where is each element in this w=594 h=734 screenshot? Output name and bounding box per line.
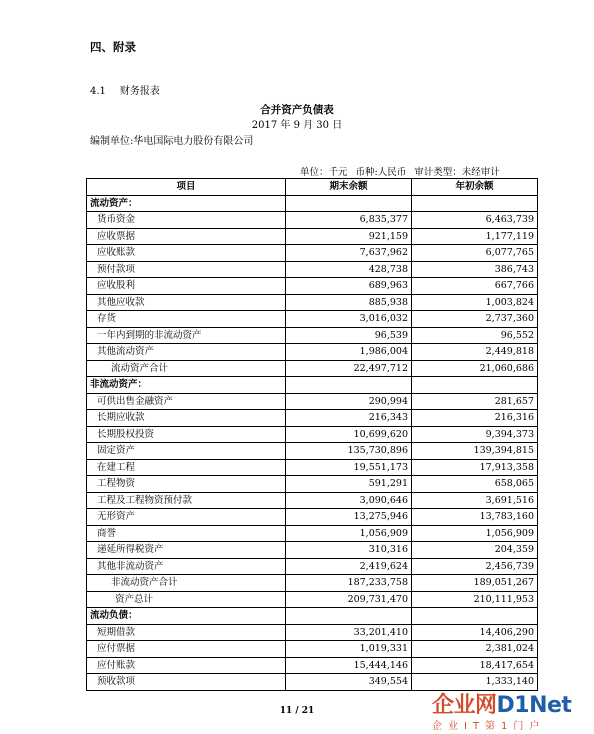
table-row [87,476,538,493]
table-row [87,294,538,311]
table-row [87,608,538,625]
row-item-label: 预收款项 [87,674,286,691]
report-meta [300,164,508,178]
row-begin-balance: 281,657 [412,393,538,410]
table-row [87,278,538,295]
header-end-balance: 期末余额 [286,179,412,196]
table-row [87,641,538,658]
row-end-balance: 96,539 [286,327,412,344]
row-begin-balance: 9,394,373 [412,426,538,443]
row-begin-balance: 386,743 [412,261,538,278]
row-end-balance: 13,275,946 [286,509,412,526]
row-item-label: 其他流动资产 [87,344,286,361]
row-end-balance: 187,233,758 [286,575,412,592]
page-number: 11 / 21 [279,706,315,716]
row-begin-balance: 3,691,516 [412,492,538,509]
row-begin-balance: 2,449,818 [412,344,538,361]
row-end-balance: 1,056,909 [286,525,412,542]
row-begin-balance: 139,394,815 [412,443,538,460]
table-row [87,311,538,328]
section-heading: 四、附录 [90,40,136,54]
row-begin-balance [412,608,538,625]
row-begin-balance: 18,417,654 [412,657,538,674]
row-end-balance: 216,343 [286,410,412,427]
row-item-label: 工程及工程物资预付款 [87,492,286,509]
row-item-label: 货币资金 [87,212,286,229]
table-row [87,443,538,460]
table-body [87,195,538,690]
table-row [87,624,538,641]
row-end-balance: 33,201,410 [286,624,412,641]
row-item-label: 存货 [87,311,286,328]
table-header-row [87,179,538,196]
table-row [87,542,538,559]
row-begin-balance: 204,359 [412,542,538,559]
table-row [87,212,538,229]
row-end-balance: 310,316 [286,542,412,559]
row-end-balance: 7,637,962 [286,245,412,262]
row-begin-balance: 2,381,024 [412,641,538,658]
row-item-label: 一年内到期的非流动资产 [87,327,286,344]
row-begin-balance: 17,913,358 [412,459,538,476]
row-item-label: 其他应收款 [87,294,286,311]
row-end-balance: 290,994 [286,393,412,410]
row-end-balance: 2,419,624 [286,558,412,575]
table-row [87,575,538,592]
table-row [87,410,538,427]
table-row [87,591,538,608]
watermark-logo [432,688,592,734]
row-item-label: 在建工程 [87,459,286,476]
row-begin-balance: 2,456,739 [412,558,538,575]
row-item-label: 固定资产 [87,443,286,460]
row-end-balance: 6,835,377 [286,212,412,229]
row-end-balance: 885,938 [286,294,412,311]
table-row [87,245,538,262]
table-row [87,657,538,674]
row-item-label: 递延所得税资产 [87,542,286,559]
row-end-balance: 428,738 [286,261,412,278]
row-item-label: 工程物资 [87,476,286,493]
subsection-number: 4.1 [90,86,106,97]
row-end-balance [286,377,412,394]
row-item-label: 商誉 [87,525,286,542]
row-end-balance: 10,699,620 [286,426,412,443]
report-title: 合并资产负债表 [260,104,334,116]
row-end-balance: 3,016,032 [286,311,412,328]
row-item-label: 非流动资产： [87,377,286,394]
audit-type-label: 审计类型：未经审计 [414,167,500,178]
row-item-label: 应收账款 [87,245,286,262]
row-begin-balance [412,195,538,212]
table-row [87,492,538,509]
prepared-by: 编制单位:华电国际电力股份有限公司 [90,136,254,147]
row-begin-balance: 210,111,953 [412,591,538,608]
row-begin-balance: 1,003,824 [412,294,538,311]
table-row [87,228,538,245]
row-item-label: 短期借款 [87,624,286,641]
row-begin-balance: 6,077,765 [412,245,538,262]
row-item-label: 其他非流动资产 [87,558,286,575]
row-end-balance: 15,444,146 [286,657,412,674]
table-row [87,393,538,410]
row-end-balance: 3,090,646 [286,492,412,509]
table-row [87,327,538,344]
table-row [87,344,538,361]
row-end-balance [286,195,412,212]
row-item-label: 长期股权投资 [87,426,286,443]
row-end-balance: 921,159 [286,228,412,245]
row-end-balance: 591,291 [286,476,412,493]
row-item-label: 应付账款 [87,657,286,674]
table-row [87,459,538,476]
row-end-balance [286,608,412,625]
row-item-label: 流动负债： [87,608,286,625]
row-begin-balance: 189,051,267 [412,575,538,592]
row-begin-balance [412,377,538,394]
row-begin-balance: 667,766 [412,278,538,295]
table-row [87,558,538,575]
row-begin-balance: 14,406,290 [412,624,538,641]
row-item-label: 可供出售金融资产 [87,393,286,410]
unit-label: 单位：千元 [300,167,348,178]
row-begin-balance: 96,552 [412,327,538,344]
report-date: 2017 年 9 月 30 日 [251,120,343,131]
table-row [87,426,538,443]
row-begin-balance: 13,783,160 [412,509,538,526]
header-begin-balance: 年初余额 [412,179,538,196]
row-item-label: 应收票据 [87,228,286,245]
row-end-balance: 1,019,331 [286,641,412,658]
watermark-brand [432,688,592,719]
row-item-label: 长期应收款 [87,410,286,427]
watermark-brand-cn: 企业网 [432,693,497,718]
row-end-balance: 1,986,004 [286,344,412,361]
row-item-label: 应付票据 [87,641,286,658]
row-begin-balance: 216,316 [412,410,538,427]
row-item-label: 非流动资产合计 [87,575,286,592]
row-item-label: 无形资产 [87,509,286,526]
table-row [87,261,538,278]
row-begin-balance: 6,463,739 [412,212,538,229]
watermark-tagline: 企业IT第1门户 [432,721,546,732]
subsection-label: 财务报表 [119,86,160,97]
row-item-label: 资产总计 [87,591,286,608]
row-end-balance: 135,730,896 [286,443,412,460]
header-item: 项目 [87,179,286,196]
balance-sheet-table [86,178,538,691]
row-item-label: 流动资产： [87,195,286,212]
row-item-label: 预付款项 [87,261,286,278]
row-item-label: 流动资产合计 [87,360,286,377]
table-row [87,525,538,542]
subsection-heading [90,82,160,97]
table-row [87,377,538,394]
watermark-brand-en: D1Net [496,693,572,718]
row-end-balance: 19,551,173 [286,459,412,476]
row-end-balance: 209,731,470 [286,591,412,608]
table-row [87,509,538,526]
row-item-label: 应收股利 [87,278,286,295]
row-end-balance: 349,554 [286,674,412,691]
row-begin-balance: 21,060,686 [412,360,538,377]
row-begin-balance: 1,177,119 [412,228,538,245]
currency-label: 币种:人民币 [355,167,407,178]
row-begin-balance: 658,065 [412,476,538,493]
row-begin-balance: 2,737,360 [412,311,538,328]
row-begin-balance: 1,333,140 [412,674,538,691]
table-row [87,195,538,212]
row-begin-balance: 1,056,909 [412,525,538,542]
row-end-balance: 689,963 [286,278,412,295]
row-end-balance: 22,497,712 [286,360,412,377]
table-row [87,360,538,377]
